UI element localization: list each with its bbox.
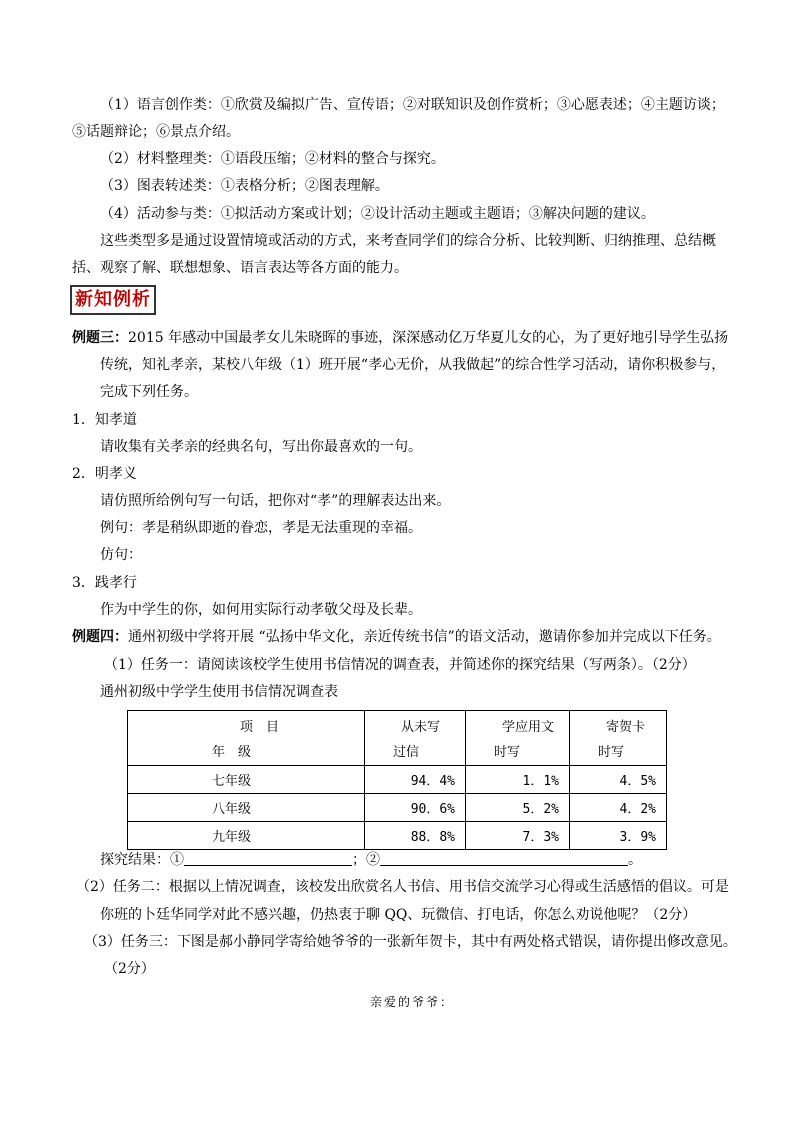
table-row [128,794,667,822]
result-label: 探究结果：① [100,852,184,868]
example-4-label: 例题四： [72,629,128,645]
task-2-imitation: 仿句： [100,547,142,563]
row-grade: 八年级 [212,802,252,817]
task-two-line-2: 你班的卜廷华同学对此不感兴趣，仍热衷于聊 QQ、玩微信、打电话，你怎么劝说他呢？（2分） [100,907,697,923]
row-grade: 九年级 [212,830,252,845]
col-2-line-1: 学应用文 [502,720,555,735]
header-item-label: 项 目 [240,720,280,735]
survey-table [127,710,667,850]
table-header-corner [128,711,365,766]
table-cell: 4．5% [619,774,656,789]
example-4-text-1: 通州初级中学将开展 “弘扬中华文化，亲近传统书信”的语文活动，邀请你参加并完成以下任务。 [128,629,721,645]
intro-line-6: 这些类型多是通过设置情境或活动的方式，来考查同学们的综合分析、比较判断、归纳推理、总结概 [100,233,716,249]
table-cell: 7．3% [522,830,559,845]
table-cell: 90．6% [410,802,455,817]
table-header-row [128,711,667,766]
col-3-line-2: 时写 [598,745,625,760]
table-cell: 94．4% [410,774,455,789]
table-title: 通州初级中学学生使用书信情况调查表 [100,684,338,700]
result-end: 。 [628,852,642,868]
intro-line-5: （4）活动参与类：①拟活动方案或计划；②设计活动主题或主题语；③解决问题的建议。 [100,206,655,222]
table-row [128,766,667,794]
section-badge: 新知例析 [70,285,156,315]
table-row [128,822,667,850]
task-three-line-2: （2分） [104,961,155,977]
task-one-question: （1）任务一：请阅读该校学生使用书信情况的调查表，并简述你的探究结果（写两条）。（2分） [104,657,696,673]
task-three-line-1: （3）任务三：下图是郝小静同学寄给她爷爷的一张新年贺卡，其中有两处格式错误，请你提出修改意见。 [84,934,737,950]
task-2-example: 例句：孝是稍纵即逝的眷恋，孝是无法重现的幸福。 [100,520,422,536]
col-1-line-1: 从未写 [401,720,441,735]
task-two-line-1: （2）任务二：根据以上情况调查，该校发出欣赏名人书信、用书信交流学习心得或生活感悟的倡议。可是 [76,879,729,895]
col-1-line-2: 过信 [393,745,420,760]
intro-line-1: （1）语言创作类：①欣赏及编拟广告、宣传语；②对联知识及创作赏析；③心愿表述；④主题访谈； [100,97,725,113]
table-cell: 88．8% [410,830,455,845]
intro-line-7: 括、观察了解、联想想象、语言表达等各方面的能力。 [72,260,408,276]
task-3-text: 作为中学生的你，如何用实际行动孝敬父母及长辈。 [100,602,422,618]
table-cell: 1．1% [522,774,559,789]
task-1-text: 请收集有关孝亲的经典名句，写出你最喜欢的一句。 [100,439,422,455]
result-line [100,850,642,870]
table-cell: 3．9% [619,830,656,845]
result-blank-2[interactable] [380,851,628,866]
table-cell: 5．2% [522,802,559,817]
example-3-line-2: 传统，知礼孝亲，某校八年级（1）班开展“孝心无价，从我做起”的综合性学习活动，请你积极参与， [100,357,726,373]
table-header-col-1 [365,711,466,766]
table-header-col-3 [570,711,667,766]
example-3-line-3: 完成下列任务。 [100,384,198,400]
row-grade: 七年级 [212,774,252,789]
card-greeting: 亲爱的爷爷： [370,995,455,1009]
result-separator: ；② [352,852,380,868]
col-3-line-1: 寄贺卡 [606,720,646,735]
intro-line-2: ⑤话题辩论；⑥景点介绍。 [72,124,240,140]
example-3-line-1 [72,328,728,348]
intro-line-3: （2）材料整理类：①语段压缩；②材料的整合与探究。 [100,151,445,167]
result-blank-1[interactable] [184,851,352,866]
example-3-label: 例题三： [72,330,128,346]
task-3-title: 3．践孝行 [72,575,137,591]
table-header-col-2 [466,711,570,766]
table-cell: 4．2% [619,802,656,817]
intro-line-4: （3）图表转述类：①表格分析；②图表理解。 [100,178,389,194]
example-4-line-1 [72,627,721,647]
col-2-line-2: 时写 [494,745,521,760]
header-grade-label: 年 级 [212,745,252,760]
example-3-text-1: 2015 年感动中国最孝女儿朱晓晖的事迹，深深感动亿万华夏儿女的心，为了更好地引导学生弘扬 [128,330,729,346]
task-2-title: 2．明孝义 [72,466,137,482]
task-1-title: 1．知孝道 [72,412,137,428]
task-2-text: 请仿照所给例句写一句话，把你对“孝”的理解表达出来。 [100,493,451,509]
